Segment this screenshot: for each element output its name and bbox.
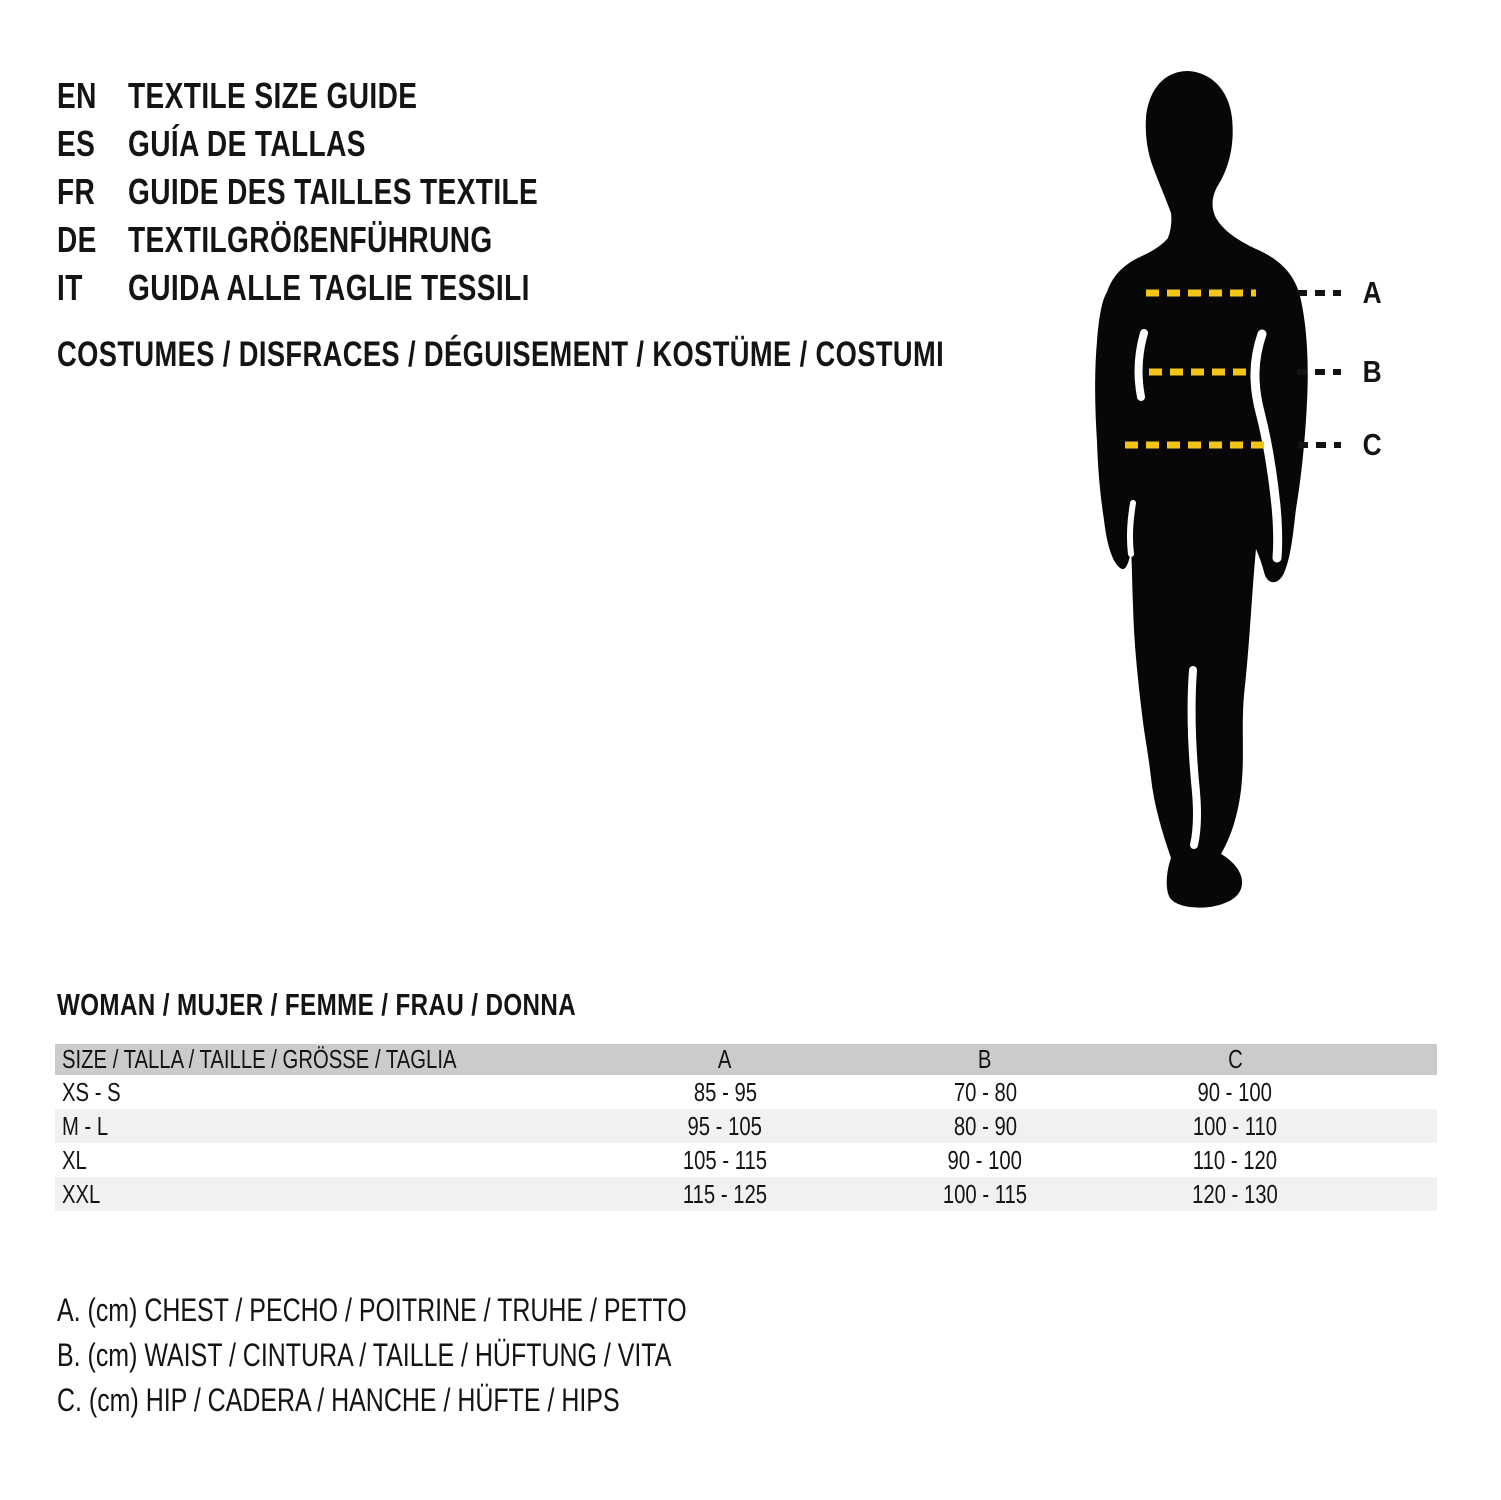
legend-note-waist: B. (cm) WAIST / CINTURA / TAILLE / HÜFTUNG / VITA [57, 1337, 672, 1373]
category-title: COSTUMES / DISFRACES / DÉGUISEMENT / KOSTÜME / COSTUMI [57, 335, 945, 374]
table-row-m-l [55, 1109, 1437, 1143]
language-row-es [57, 120, 654, 168]
measurement-legend [57, 1288, 864, 1423]
language-code: EN [57, 75, 97, 116]
guide-title-it: GUIDA ALLE TAGLIE TESSILI [128, 267, 530, 308]
size-cell: XS - S [62, 1076, 121, 1107]
guide-title-es: GUÍA DE TALLAS [128, 123, 366, 164]
header-b: B [978, 1044, 992, 1074]
language-code: IT [57, 267, 83, 308]
woman-silhouette-figure [1040, 60, 1360, 960]
table-row-xs-s [55, 1075, 1437, 1109]
measure-label-b: B [1362, 354, 1382, 389]
header-size: SIZE / TALLA / TAILLE / GRÖSSE / TAGLIA [62, 1044, 457, 1074]
language-row-en [57, 72, 654, 120]
chest-range: 95 - 105 [687, 1110, 763, 1141]
language-row-de [57, 216, 654, 264]
legend-note-hip: C. (cm) HIP / CADERA / HANCHE / HÜFTE / HIPS [57, 1382, 620, 1418]
chest-range: 85 - 95 [693, 1076, 757, 1107]
guide-title-fr: GUIDE DES TAILLES TEXTILE [128, 171, 539, 212]
chest-range: 115 - 125 [682, 1178, 768, 1209]
waist-range: 80 - 90 [953, 1110, 1017, 1141]
header-a: A [718, 1044, 732, 1074]
size-table [55, 1044, 1437, 1211]
hip-range: 90 - 100 [1197, 1076, 1273, 1107]
language-code: ES [57, 123, 96, 164]
chest-range: 105 - 115 [682, 1144, 768, 1175]
hip-range: 110 - 120 [1192, 1144, 1278, 1175]
size-cell: XXL [62, 1178, 101, 1209]
legend-note-chest: A. (cm) CHEST / PECHO / POITRINE / TRUHE / PETTO [57, 1292, 687, 1328]
hip-range: 120 - 130 [1192, 1178, 1278, 1209]
language-row-fr [57, 168, 654, 216]
measure-label-c: C [1362, 427, 1382, 462]
size-cell: M - L [62, 1110, 109, 1141]
table-header-row [55, 1044, 1437, 1075]
size-cell: XL [62, 1144, 87, 1175]
language-title-list [57, 72, 654, 312]
hand-hip-gap-left [1130, 503, 1133, 554]
header-c: C [1227, 1044, 1243, 1074]
waist-range: 70 - 80 [953, 1076, 1017, 1107]
waist-range: 100 - 115 [942, 1178, 1028, 1209]
hip-range: 100 - 110 [1192, 1110, 1278, 1141]
waist-range: 90 - 100 [947, 1144, 1023, 1175]
table-title: WOMAN / MUJER / FEMME / FRAU / DONNA [57, 987, 577, 1022]
measure-label-a: A [1362, 275, 1382, 310]
guide-title-en: TEXTILE SIZE GUIDE [128, 75, 418, 116]
language-code: DE [57, 219, 97, 260]
table-row-xl [55, 1143, 1437, 1177]
language-code: FR [57, 171, 96, 212]
language-row-it [57, 264, 654, 312]
table-row-xxl [55, 1177, 1437, 1211]
guide-title-de: TEXTILGRÖßENFÜHRUNG [128, 219, 493, 260]
